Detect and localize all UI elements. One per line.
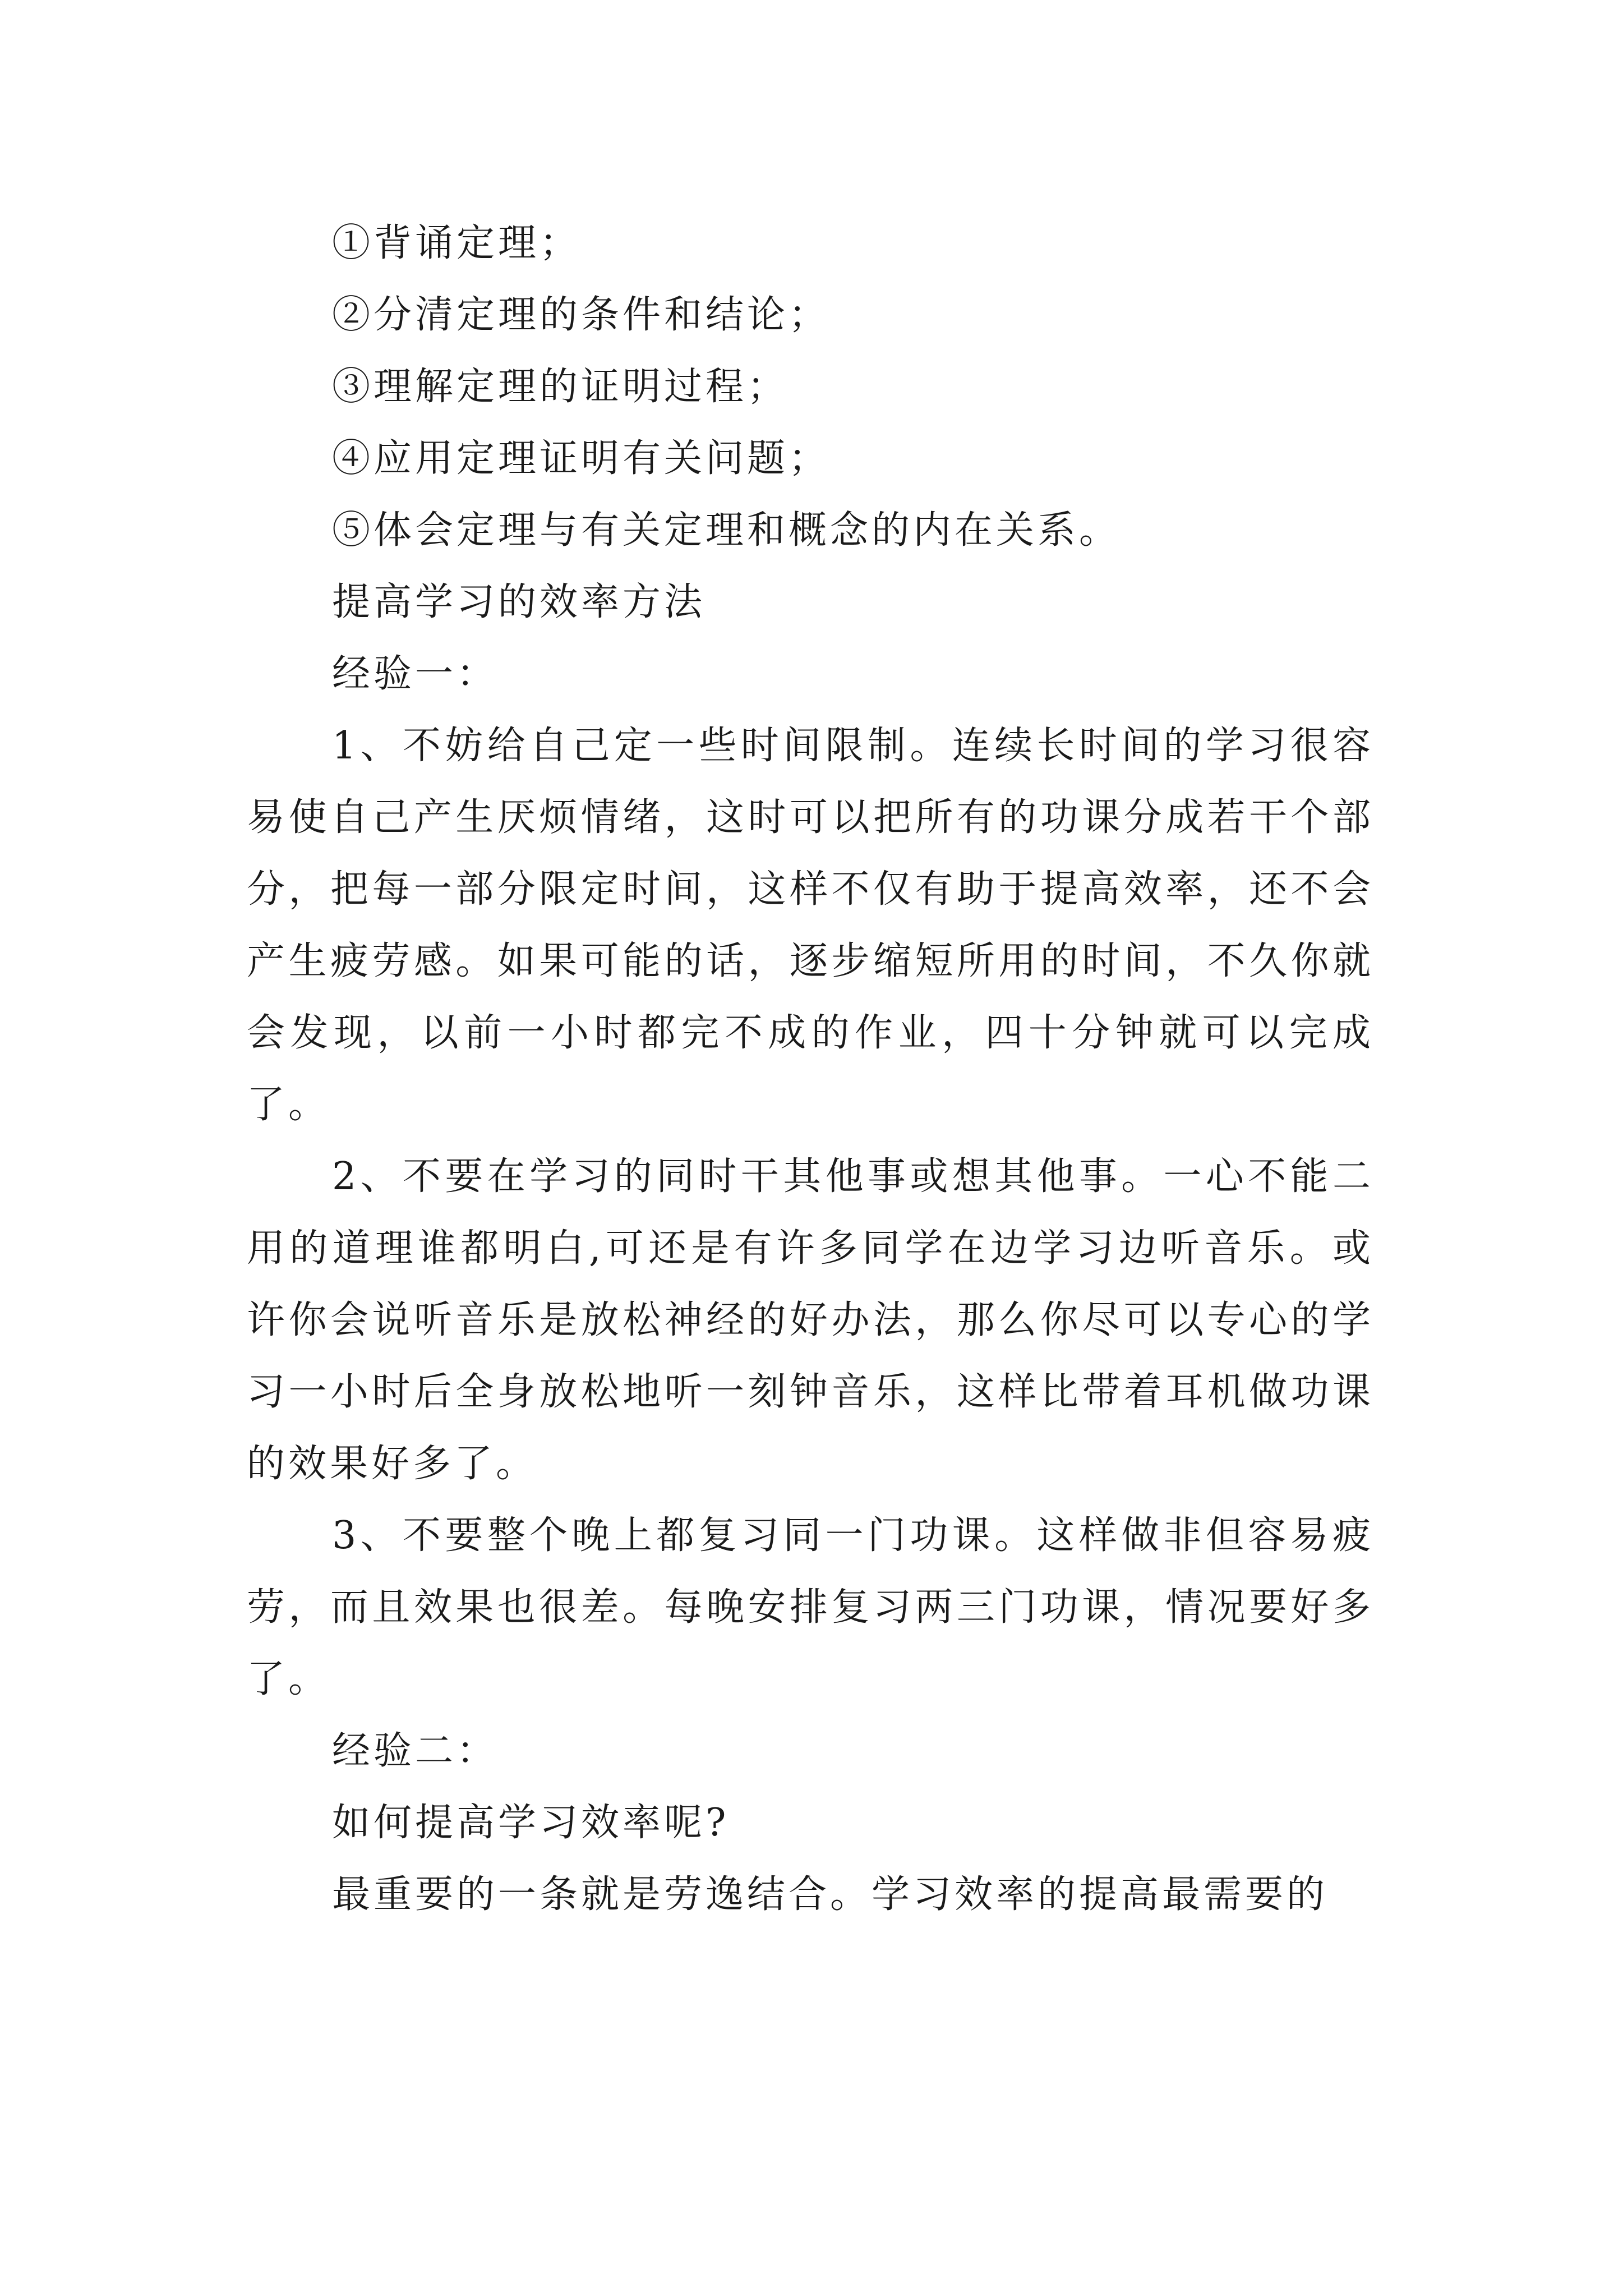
section-heading: 提高学习的效率方法 (332, 580, 706, 624)
closing-line: 最重要的一条就是劳逸结合。学习效率的提高最需要的 (332, 1872, 1329, 1917)
list-item-1: ①背诵定理； (332, 221, 582, 265)
experience-one-heading: 经验一： (332, 652, 499, 696)
list-item-2: ②分清定理的条件和结论； (332, 293, 831, 337)
question-line: 如何提高学习效率呢? (332, 1801, 730, 1845)
document-body (247, 208, 1374, 1931)
experience-one-paragraph-1: 1、不妨给自己定一些时间限制。连续长时间的学习很容易使自己产生厌烦情绪，这时可以把所有的功课分成若干个部分，把每一部分限定时间，这样不仅有助于提高效率，还不会产生疲劳感。如果可能的话，逐步缩短所用的时间，不久你就会发现，以前一小时都完不成的作业，四十分钟就可以完成了。 (247, 724, 1374, 1127)
list-item-3: ③理解定理的证明过程； (332, 365, 789, 409)
list-item-4: ④应用定理证明有关问题； (332, 436, 831, 481)
experience-two-heading: 经验二： (332, 1729, 499, 1773)
list-item-5: ⑤体会定理与有关定理和概念的内在关系。 (332, 508, 1121, 553)
experience-one-paragraph-3: 3、不要整个晚上都复习同一门功课。这样做非但容易疲劳，而且效果也很差。每晚安排复习两三门功课，情况要好多了。 (247, 1513, 1374, 1701)
experience-one-paragraph-2: 2、不要在学习的同时干其他事或想其他事。一心不能二用的道理谁都明白,可还是有许多同学在边学习边听音乐。或许你会说听音乐是放松神经的好办法，那么你尽可以专心的学习一小时后全身放松地听一刻钟音乐，这样比带着耳机做功课的效果好多了。 (247, 1154, 1374, 1486)
